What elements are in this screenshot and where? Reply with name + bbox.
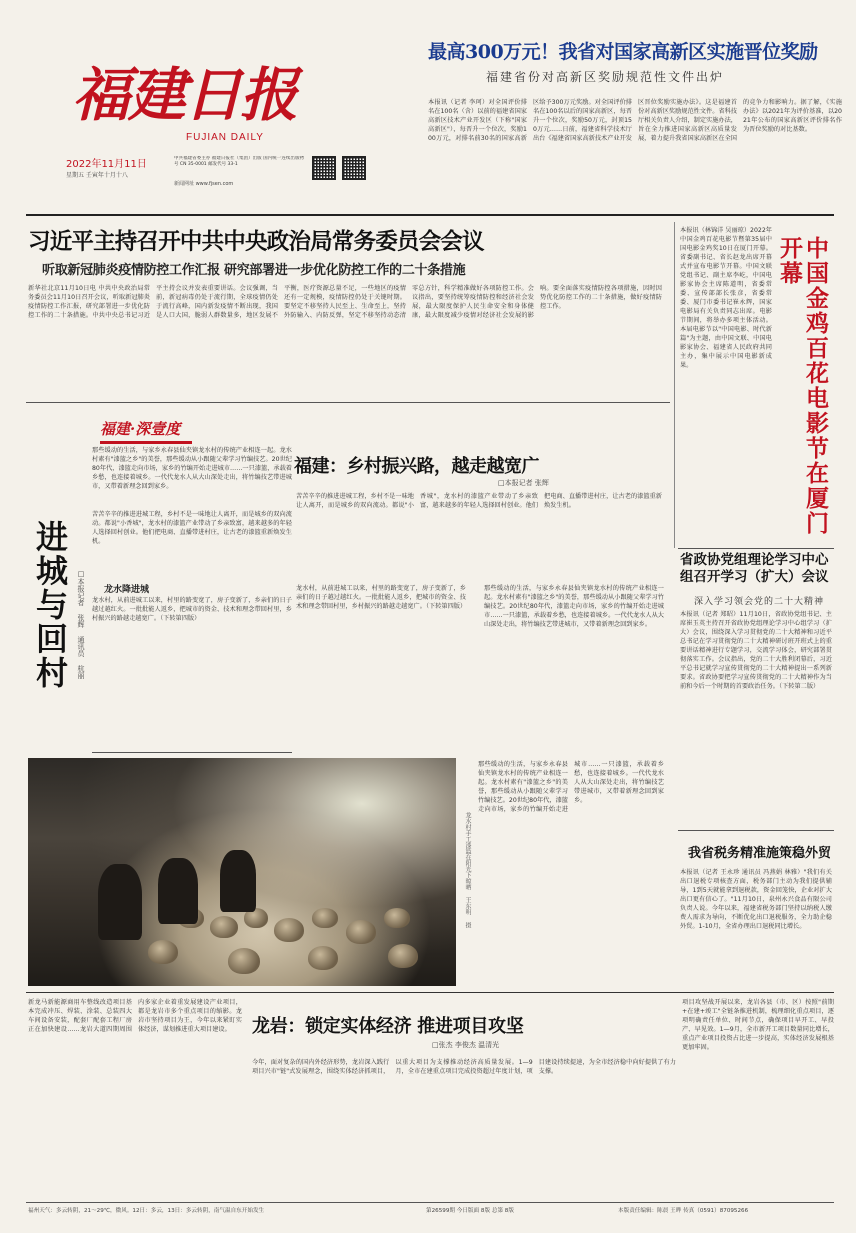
issue-date: 2022年11月11日 bbox=[66, 159, 147, 170]
newspaper-logo-english: FUJIAN DAILY bbox=[186, 132, 264, 143]
tax-title: 我省税务精准施策稳外贸 bbox=[688, 846, 832, 861]
section-tag-label: 福建·深壹度 bbox=[100, 420, 181, 438]
publisher-info: 中共福建省委主办 福建日报社（集团）出版 国内统一连续出版物号 CN 35-0001 邮发代号 33-1 bbox=[174, 156, 304, 167]
film-festival-body: 本报讯（林锦洋 吴丽琼）2022年中国金鸡百花电影节暨第35届中国电影金鸡奖10日在厦门开幕。省委副书记、省长赵龙出席开幕式并宣布电影节开幕。中国文联党组书记、副主席李屹，中国电影家协会主席陈道明，省委常委、宣传部部长张彦，省委常委、厦门市委书记崔永辉，国家电影局有关负责同志出席。电影节期间，将举办多项主体活动。本届电影节以"中国电影、时代新篇"为主题，由中国文联、中国电影家协会、福建省人民政府共同主办，集中展示中国电影新成果。 bbox=[680, 227, 772, 369]
artisan-figure-3 bbox=[220, 850, 256, 912]
qr-code-icon-2 bbox=[342, 156, 366, 180]
artisan-figure bbox=[98, 864, 142, 940]
rural-revival-body-3: 那些缓动的生活，与家乡永春县仙夹镇龙水村的传统产业相连一起。龙水村素有"漆篮之乡"的美誉，那些缓动从小跟随父辈学习竹编技艺。20世纪80年代，漆篮走向市场，家乡的竹编开始走进城市……一只漆篮，承载着乡愁，也连接着城乡。一代代龙水人从大山深处走出，将竹编技艺带进城市，又带着新理念回到家乡。 bbox=[484, 585, 664, 628]
feature-body-left: 苦苦辛辛的推进进城工程，乡村不是一味地让人离开，而是城乡的双向流动。都说"小香城"，龙水村的漆篮产业带动了乡亲致富，越来越多的年轻人选择回村创业。他们把电商、直播带进村庄，让古老的漆篮重新焕发生机。 bbox=[92, 511, 292, 545]
masthead bbox=[26, 12, 406, 202]
photo-top-divider bbox=[92, 752, 292, 753]
feature-intro: 那些缓动的生活，与家乡永春县仙夹镇龙水村的传统产业相连一起。龙水村素有"漆篮之乡"的美誉，那些缓动从小跟随父辈学习竹编技艺。20世纪80年代，漆篮走向市场，家乡的竹编开始走进城市……一只漆篮，承载着乡愁，也连接着城乡。一代代龙水人从大山深处走出，将竹编技艺带进城市，又带着新理念回到家乡。 bbox=[92, 447, 292, 490]
rural-revival-body-2: 龙水村，从前进城工以来，村里的路变宽了，房子变新了，乡亲们的日子越过越红火。一批批能人返乡，把城市的资金、技术和理念带回村里，乡村振兴的路越走越宽广。（下转第四版） bbox=[296, 585, 466, 610]
photo-caption: 龙水村手工漆篮在阳光下晾晒 王东明 摄 bbox=[464, 812, 471, 928]
cppcc-body: 本报讯（记者 郑昭）11月10日，省政协党组书记、主席崔玉英主持召开省政协党组理论学习中心组学习（扩大）会议，围绕深入学习贯彻党的二十大精神和习近平总书记在学习贯彻党的二十大精神研讨班开班式上的重要讲话精神进行专题学习，交流学习体会，研究部署贯彻落实工作。会议指出，党的二十大胜利闭幕后，习近平总书记就学习宣传贯彻党的二十大精神提出一系列新要求。省政协要把学习宣传贯彻党的二十大精神作为当前和今后一个时期的首要政治任务。（下转第二版） bbox=[680, 611, 832, 690]
artisan-figure-2 bbox=[158, 858, 198, 924]
rural-revival-byline: □本报记者 张辉 bbox=[498, 479, 549, 487]
feature-byline: □本报记者 张辉 通讯员 杭丽 bbox=[77, 570, 85, 679]
cppcc-divider bbox=[678, 548, 834, 549]
newspaper-logo: 福建日报 bbox=[72, 61, 297, 129]
longyan-byline: □张杰 李俊杰 温清光 bbox=[432, 1041, 500, 1049]
rural-revival-title: 福建：乡村振兴路，越走越宽广 bbox=[294, 456, 539, 477]
rural-revival-body: 苦苦辛辛的推进进城工程，乡村不是一味地让人离开，而是城乡的双向流动。都说"小香城"，龙水村的漆篮产业带动了乡亲致富，越来越多的年轻人选择回村创业。他们把电商、直播带进村庄，让古老的漆篮重新焕发生机。 bbox=[296, 493, 662, 509]
lead-divider bbox=[26, 402, 670, 403]
feature-body-right: 那些缓动的生活，与家乡永春县仙夹镇龙水村的传统产业相连一起。龙水村素有"漆篮之乡"的美誉，那些缓动从小跟随父辈学习竹编技艺。20世纪80年代，漆篮走向市场，家乡的竹编开始走进城市……一只漆篮，承载着乡愁，也连接着城乡。一代代龙水人从大山深处走出，将竹编技艺带进城市，又带着新理念回到家乡。 bbox=[478, 761, 664, 813]
section-tag bbox=[100, 418, 192, 444]
masthead-divider bbox=[26, 214, 834, 216]
footer-weather: 福州天气：多云转阴，21～29℃，微风。12日：多云，13日：多云转阴，南气温自东开始发生 bbox=[28, 1208, 265, 1214]
lead-story-title: 习近平主持召开中共中央政治局常务委员会会议 bbox=[28, 229, 484, 255]
tax-divider bbox=[678, 830, 834, 831]
village-sub-heading: 龙水降进城 bbox=[104, 585, 150, 595]
feature-body-left-2: 龙水村，从前进城工以来，村里的路变宽了，房子变新了，乡亲们的日子越过越红火。一批批能人返乡，把城市的资金、技术和理念带回村里，乡村振兴的路越走越宽广。（下转第四版） bbox=[92, 597, 292, 622]
feature-photo bbox=[28, 758, 456, 986]
right-column-divider bbox=[674, 222, 675, 548]
longyan-title: 龙岩：锁定实体经济 推进项目攻坚 bbox=[252, 1016, 524, 1037]
tax-body: 本报讯（记者 王永珍 通讯员 冯燕娟 林雅）"我们有关出口退税专项核查方面，税务部门主动为我们提供辅导，1到5天就能拿到退税款，资金回笼快，企业对扩大出口更有信心了。"11月10日，泉州永兴食品有限公司负责人说。今年以来，福建省税务部门坚持以纳税人缴费人需求为导向，不断优化出口退税服务，全力助企稳外贸。1-10月，全省办理出口退税同比增长。 bbox=[680, 869, 832, 930]
lead-story-subtitle: 听取新冠肺炎疫情防控工作汇报 研究部署进一步优化防控工作的二十条措施 bbox=[42, 263, 466, 278]
cppcc-subtitle: 深入学习领会党的二十大精神 bbox=[694, 597, 825, 607]
footer-editor: 本版责任编辑：陈晨 王晔 传真（0591）87095266 bbox=[618, 1208, 749, 1214]
footer bbox=[28, 1206, 834, 1218]
longyan-body-left: 新龙马新能源商用车整线改造项目基本完成冲压、焊装、涂装、总装四大车间设备安装，配套厂配套工程厂房正在加快建设……龙岩大道四期周围内多家企业着重发展建设产业项目，都是龙岩市多个重点项目的缩影。龙岩市坚持项目为王，今年以来紧盯实体经济，谋划推进重大项目建设。 bbox=[28, 999, 242, 1033]
top-story-body: 本报讯（记者 李珂）对全国评价排名在100名（含）以前的福建省国家高新区技术产业开发区（下称"国家高新区"），每晋升一个位次，奖励100万元，对排名前30名的国家高新区给予300万元奖励。对全国评价排名在100名以后的国家高新区，每晋升一个位次，奖励50万元，封顶150万元……日前，福建省科学技术厅出台《福建省国家高新技术产业开发区晋位奖励实施办法》。这是福建首份对高新区奖励规范性文件。省科技厅相关负责人介绍，制定实施办法，旨在全力推进国家高新区高质量发展，着力提升我省国家高新区在全国的竞争力和影响力。据了解，《实施办法》以2021年为评价基准，以2021年公布的国家高新区评价排名作为晋位奖励的对比基数。 bbox=[428, 99, 842, 142]
longyan-body-right: 项目攻坚战开展以来，龙岩各县（市、区）按照"前期+在建+竣工"全链条推进机制，梳理细化重点项目，逐项明确责任单位、时间节点，确保项目早开工、早投产、早见效。1—9月，全市新开工项目数量同比增长，重点产业项目投资占比进一步提高，实体经济发展根基更加牢固。 bbox=[682, 999, 834, 1051]
longyan-body-mid: 今年，面对复杂的国内外经济形势，龙岩深入践行项目兴市"链"式发展理念，围绕实体经济抓项目，以重大项目为支撑推动经济高质量发展。1—9月，全市在建重点项目完成投资超过年度计划，项目建设持续提速，为全市经济稳中向好提供了有力支撑。 bbox=[252, 1059, 676, 1075]
cppcc-title: 省政协党组理论学习中心组召开学习（扩大）会议 bbox=[680, 552, 829, 585]
top-story-subtitle: 福建省份对高新区奖励规范性文件出炉 bbox=[486, 70, 725, 84]
top-story-title: 最高300万元！我省对国家高新区实施晋位奖励 bbox=[428, 41, 818, 63]
bottom-section-divider bbox=[26, 992, 834, 993]
footer-issue: 第26599期 今日版面 8版 总第 8版 bbox=[426, 1208, 514, 1214]
footer-divider bbox=[26, 1202, 834, 1203]
qr-code-icon bbox=[312, 156, 336, 180]
issue-lunar-date: 星期五 壬寅年十月十八 bbox=[66, 172, 128, 179]
website: 新闻网址 www.fjsen.com bbox=[174, 181, 234, 187]
lead-story-body: 新华社北京11月10日电 中共中央政治局常务委员会11月10日召开会议，听取新冠肺炎疫情防控工作汇报，研究部署进一步优化防控工作的二十条措施。中共中央总书记习近平主持会议并发表重要讲话。会议强调，当前，新冠病毒仍处于流行期，全球疫情仍处于流行高峰，国内新发疫情不断出现，我国是人口大国，脆弱人群数量多，地区发展不平衡，医疗资源总量不足，一些地区的疫情还有一定规模，疫情防控仍处于关键时期。要坚定不移坚持人民至上、生命至上，坚持外防输入、内防反弹，坚定不移坚持动态清零总方针，科学精准做好各项防控工作。会议指出，要坚持统筹疫情防控和经济社会发展，最大限度保护人民生命安全和身体健康，最大限度减少疫情对经济社会发展的影响。要全面落实疫情防控各项措施，因时因势优化防控工作的二十条措施，做好疫情防控工作。 bbox=[28, 285, 662, 319]
feature-title-vertical: 进城与回村 bbox=[31, 520, 69, 690]
film-festival-title: 中国金鸡百花电影节在厦门开幕 bbox=[776, 236, 829, 536]
